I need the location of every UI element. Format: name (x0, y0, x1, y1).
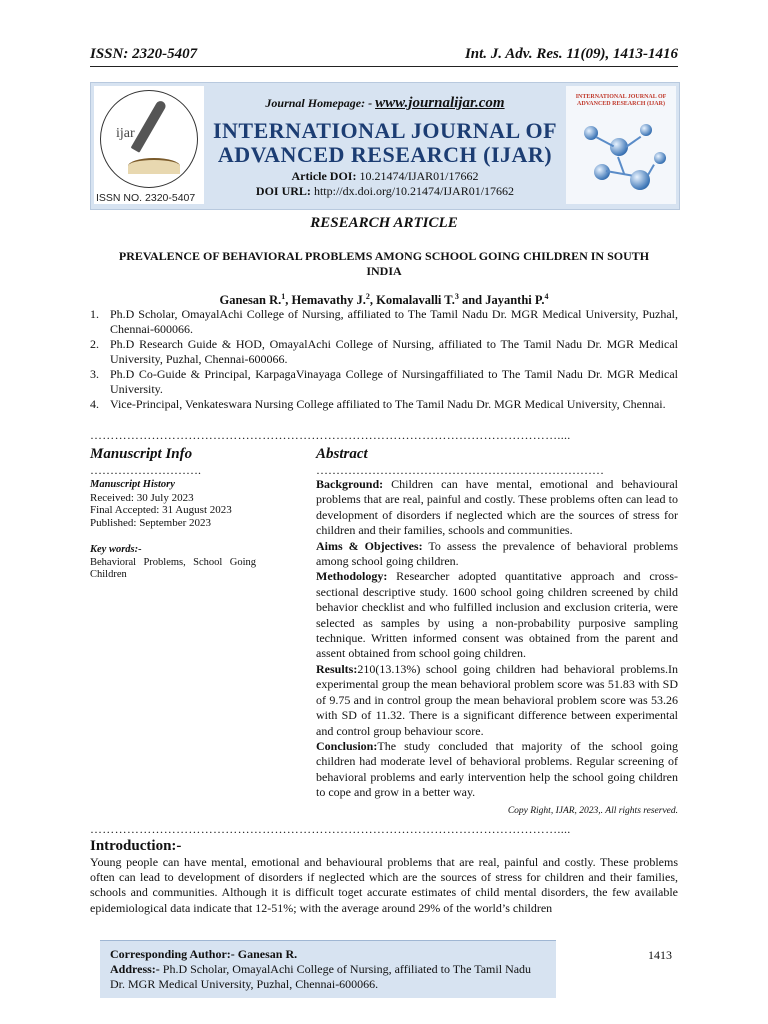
author-name: Ganesan R. (219, 293, 282, 308)
article-doi: 10.21474/IJAR01/17662 (356, 169, 479, 183)
journal-title-line1: INTERNATIONAL JOURNAL OF (212, 118, 558, 143)
citation-text: Int. J. Adv. Res. 11(09), 1413-1416 (464, 46, 678, 62)
aims-label: Aims & Objectives: (316, 538, 423, 553)
copyright-notice: Copy Right, IJAR, 2023,. All rights reserved. (507, 806, 678, 816)
abstract-methodology (316, 569, 678, 661)
affiliation-item (90, 337, 678, 367)
affiliation-text: Vice-Principal, Venkateswara Nursing College affiliated to The Tamil Nadu Dr. MGR Medical University, Chennai. (110, 397, 666, 411)
manuscript-info-heading: Manuscript Info (90, 446, 193, 462)
affiliation-number: 1. (90, 307, 99, 321)
logo-text: ijar (116, 126, 135, 141)
affiliation-text: Ph.D Co-Guide & Principal, KarpagaVinayaga College of Nursingaffiliated to The Tamil Nadu Dr. MGR Medical University. (110, 367, 678, 396)
abstract-aims (316, 539, 678, 570)
results-label: Results: (316, 661, 358, 676)
author-affil-sup: 3 (454, 292, 459, 301)
page-number: 1413 (648, 948, 672, 962)
abstract-conclusion (316, 739, 678, 801)
journal-banner (90, 82, 680, 210)
affiliation-number: 2. (90, 337, 99, 351)
homepage-link[interactable]: www.journalijar.com (375, 95, 505, 111)
doi-url-link[interactable]: http://dx.doi.org/10.21474/IJAR01/17662 (310, 184, 515, 198)
keywords-text: Behavioral Problems, School Going Children (90, 556, 256, 580)
introduction-heading: Introduction:- (90, 838, 182, 854)
methodology-text: Researcher adopted quantitative approach and cross-sectional descriptive study. 1600 school going children screened by child behavior checklist and who fulfilled inclusion and exclusion criteria, were selected as samples by using a non-probability purposive sampling technique. Written informed consent was obtained from the parent and assent obtained from school going children. (316, 569, 678, 661)
introduction-body: Young people can have mental, emotional and behavioural problems that are real, painful and costly. These problems often can lead to development of disorders if neglected which are the sources of stress for children and their families, schools and communities. Although it is difficult toget accurate estimates of child mental disorders, the few available epidemiological data indicate that 12-51%; with the average around 29% of the world’s children (90, 855, 678, 915)
author-name: Hemavathy J. (291, 293, 366, 308)
conclusion-text: The study concluded that majority of the school going children had moderate level of behavioral problems. Regular screening of behavioral problems and early intervention help the school going children to cope and grow in a better way. (316, 738, 678, 800)
background-text: Children can have mental, emotional and behavioural problems that are real, painful and costly. These problems often can lead to development of disorders if neglected which are the sources of stress for children and their families, schools and communities. (316, 477, 678, 538)
logo-issn: ISSN NO. 2320-5407 (96, 192, 196, 204)
affiliation-number: 4. (90, 397, 99, 411)
paper-title: PREVALENCE OF BEHAVIORAL PROBLEMS AMONG SCHOOL GOING CHILDREN IN SOUTH INDIA (118, 249, 650, 278)
affiliation-text: Ph.D Scholar, OmayalAchi College of Nursing, affiliated to The Tamil Nadu Dr. MGR Medical University, Puzhal, Chennai-600066. (110, 307, 678, 336)
homepage-label: Journal Homepage: - (265, 96, 376, 110)
running-head (90, 44, 678, 67)
methodology-label: Methodology: (316, 569, 388, 584)
separator-top: …………………………………………………………………………………………………….... (90, 428, 571, 442)
author-affil-sup: 4 (544, 292, 549, 301)
aims-text: To assess the prevalence of behavioral problems among school going children. (316, 538, 679, 569)
address-text: Ph.D Scholar, OmayalAchi College of Nursing, affiliated to The Tamil Nadu Dr. MGR Medical University, Puzhal, Chennai-600066. (110, 962, 532, 992)
author-name: Jayanthi P. (485, 293, 545, 308)
corresponding-author-box (100, 940, 556, 998)
received-date: Received: 30 July 2023 (90, 491, 194, 504)
author-list: Ganesan R.$^1$, Hemavathy J.$^2$, Komalavalli T.$^3$ and Jayanthi P.$^4$ (219, 292, 549, 308)
article-type: RESEARCH ARTICLE (310, 215, 458, 231)
affiliation-number: 3. (90, 367, 99, 381)
manuscript-info (90, 479, 256, 582)
corresponding-address (110, 962, 548, 992)
address-label: Address:- (110, 962, 160, 977)
manuscript-info-dots: ………………………. (90, 463, 201, 477)
results-text: 210(13.13%) school going children had behavioral problems.In experimental group the mean behavioral problem score was 51.83 with SD of 9.75 and in control group the mean behavioral problem score was 53.26 with SD of 11.32. There is a significant difference between experimental and control group behaviour score. (316, 661, 678, 738)
conclusion-label: Conclusion: (316, 738, 378, 753)
separator-bottom: …………………………………………………………………………………………………….... (90, 822, 571, 836)
author-affil-sup: 1 (281, 292, 286, 301)
abstract-results (316, 662, 678, 739)
bond-line (647, 164, 655, 175)
accepted-date: Final Accepted: 31 August 2023 (90, 504, 232, 516)
article-doi-label: Article DOI: (291, 169, 357, 183)
issn-text: ISSN: 2320-5407 (90, 46, 198, 62)
abstract-heading: Abstract (316, 446, 368, 462)
published-date: Published: September 2023 (90, 516, 211, 529)
corresponding-author-label: Corresponding Author:- Ganesan R. (110, 947, 298, 961)
affiliation-item (90, 307, 678, 337)
affiliation-item (90, 367, 678, 397)
abstract-dots: ……………………………………………………………… (316, 463, 604, 477)
abstract-background (316, 477, 678, 539)
manuscript-history-heading: Manuscript History (90, 479, 175, 490)
affiliation-list (90, 307, 678, 412)
molecule-icon (640, 124, 652, 136)
molecule-icon (654, 152, 666, 164)
cover-title: INTERNATIONAL JOURNAL OF ADVANCED RESEARCH (IJAR) (575, 94, 667, 107)
author-affil-sup: 2 (365, 292, 370, 301)
abstract-body (316, 477, 678, 801)
affiliation-item (90, 397, 678, 412)
bond-line (625, 136, 641, 148)
doi-url-label: DOI URL: (255, 184, 311, 198)
journal-cover-image (566, 86, 676, 204)
keywords-heading: Key words:- (90, 544, 142, 555)
background-label: Background: (316, 477, 384, 491)
author-name: Komalavalli T. (376, 293, 455, 308)
affiliation-text: Ph.D Research Guide & HOD, OmayalAchi College of Nursing, affiliated to The Tamil Nadu Dr. MGR Medical University, Puzhal, Chennai-600066. (110, 337, 678, 366)
journal-title-line2: ADVANCED RESEARCH (IJAR) (217, 142, 553, 167)
